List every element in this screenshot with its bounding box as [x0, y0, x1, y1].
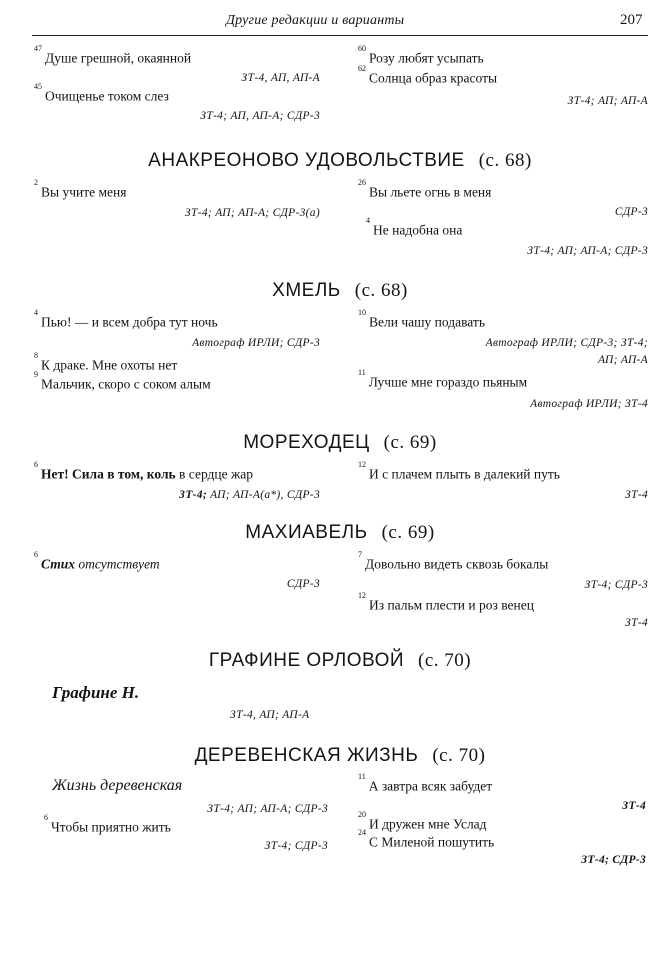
variant-line: $^{62}$Солнца образ красоты [358, 64, 498, 86]
variant-line: $^{45}$Очищенье током слез [34, 82, 169, 104]
section-heading: ГРАФИНЕ ОРЛОВОЙ (с. 70) [208, 650, 472, 671]
section-subtitle: Графине Н. [52, 683, 140, 702]
header-rule [32, 35, 648, 36]
variant-line: $^{11}$А завтра всяк забудет [358, 772, 493, 794]
source-ref: ЗТ-4; АП; АП-А [567, 95, 648, 107]
source-ref: ЗТ-4; АП, АП-А; СДР-3 [200, 110, 320, 122]
source-ref: ЗТ-4; СДР-3 [264, 840, 328, 852]
running-title: Другие редакции и варианты [226, 13, 405, 28]
variant-line: $^6$Стих отсутствует [34, 550, 160, 572]
variant-line: $^{12}$И с плачем плыть в далекий путь [358, 460, 560, 482]
variant-line: $^{47}$Душе грешной, окаянной [34, 44, 192, 66]
page-number: 207 [620, 12, 643, 28]
source-ref: ЗТ-4 [624, 617, 648, 629]
source-ref: Автограф ИРЛИ; СДР-3; ЗТ-4; [485, 337, 648, 349]
variant-line: $^6$Нет! Сила в том, коль в сердце жар [34, 460, 254, 482]
source-ref: ЗТ-4; АП; АП-А; СДР-3(а) [184, 207, 320, 219]
source-ref: ЗТ-4 [622, 800, 646, 812]
section-subtitle: Жизнь деревенская [52, 777, 183, 794]
section-heading: ДЕРЕВЕНСКАЯ ЖИЗНЬ (с. 70) [194, 745, 486, 766]
source-ref: АП; АП-А [597, 354, 648, 366]
variant-line: $^{26}$Вы льете огнь в меня [358, 178, 492, 200]
variant-line: $^2$Вы учите меня [34, 178, 127, 200]
source-ref: СДР-3 [286, 578, 320, 590]
source-ref: ЗТ-4; АП; АП-А; СДР-3 [207, 803, 328, 815]
source-ref: ЗТ-4; АП; АП-А; СДР-3 [527, 245, 648, 257]
source-ref: ЗТ-4, АП; АП-А [230, 709, 310, 721]
source-ref: Автограф ИРЛИ; СДР-3 [192, 337, 320, 349]
section-heading: ХМЕЛЬ (с. 68) [272, 280, 408, 301]
variant-line: $^{20}$И дружен мне Услад [358, 810, 487, 832]
variant-line: $^8$К драке. Мне охоты нет [34, 351, 178, 373]
section-heading: МАХИАВЕЛЬ (с. 69) [245, 522, 435, 543]
variant-line: $^{12}$Из пальм плести и роз венец [358, 591, 534, 613]
variant-line: $^7$Довольно видеть сквозь бокалы [358, 550, 549, 572]
variant-line: $^6$Чтобы приятно жить [44, 813, 171, 835]
variant-line: $^{10}$Вели чашу подавать [358, 308, 485, 330]
source-ref: ЗТ-4, АП, АП-А [241, 72, 320, 84]
source-ref: Автограф ИРЛИ; ЗТ-4 [530, 398, 648, 410]
source-ref: ЗТ-4; СДР-3 [581, 854, 646, 866]
variant-line: $^4$Не надобна она [366, 216, 463, 238]
source-ref: ЗТ-4 [624, 489, 648, 501]
section-heading: АНАКРЕОНОВО УДОВОЛЬСТВИЕ (с. 68) [148, 150, 532, 171]
variant-line: $^{24}$С Миленой пошутить [358, 828, 495, 850]
variant-line: $^{60}$Розу любят усыпать [358, 44, 484, 66]
source-ref: ЗТ-4; АП; АП-А(а*), СДР-3 [179, 489, 320, 501]
variant-line: $^4$Пью! — и всем добра тут ночь [34, 308, 218, 330]
variant-line: $^9$Мальчик, скоро с соком алым [34, 370, 211, 392]
variant-line: $^{11}$Лучше мне гораздо пьяным [358, 368, 528, 390]
source-ref: СДР-3 [614, 206, 648, 218]
section-heading: МОРЕХОДЕЦ (с. 69) [243, 432, 437, 453]
source-ref: ЗТ-4; СДР-3 [584, 579, 648, 591]
